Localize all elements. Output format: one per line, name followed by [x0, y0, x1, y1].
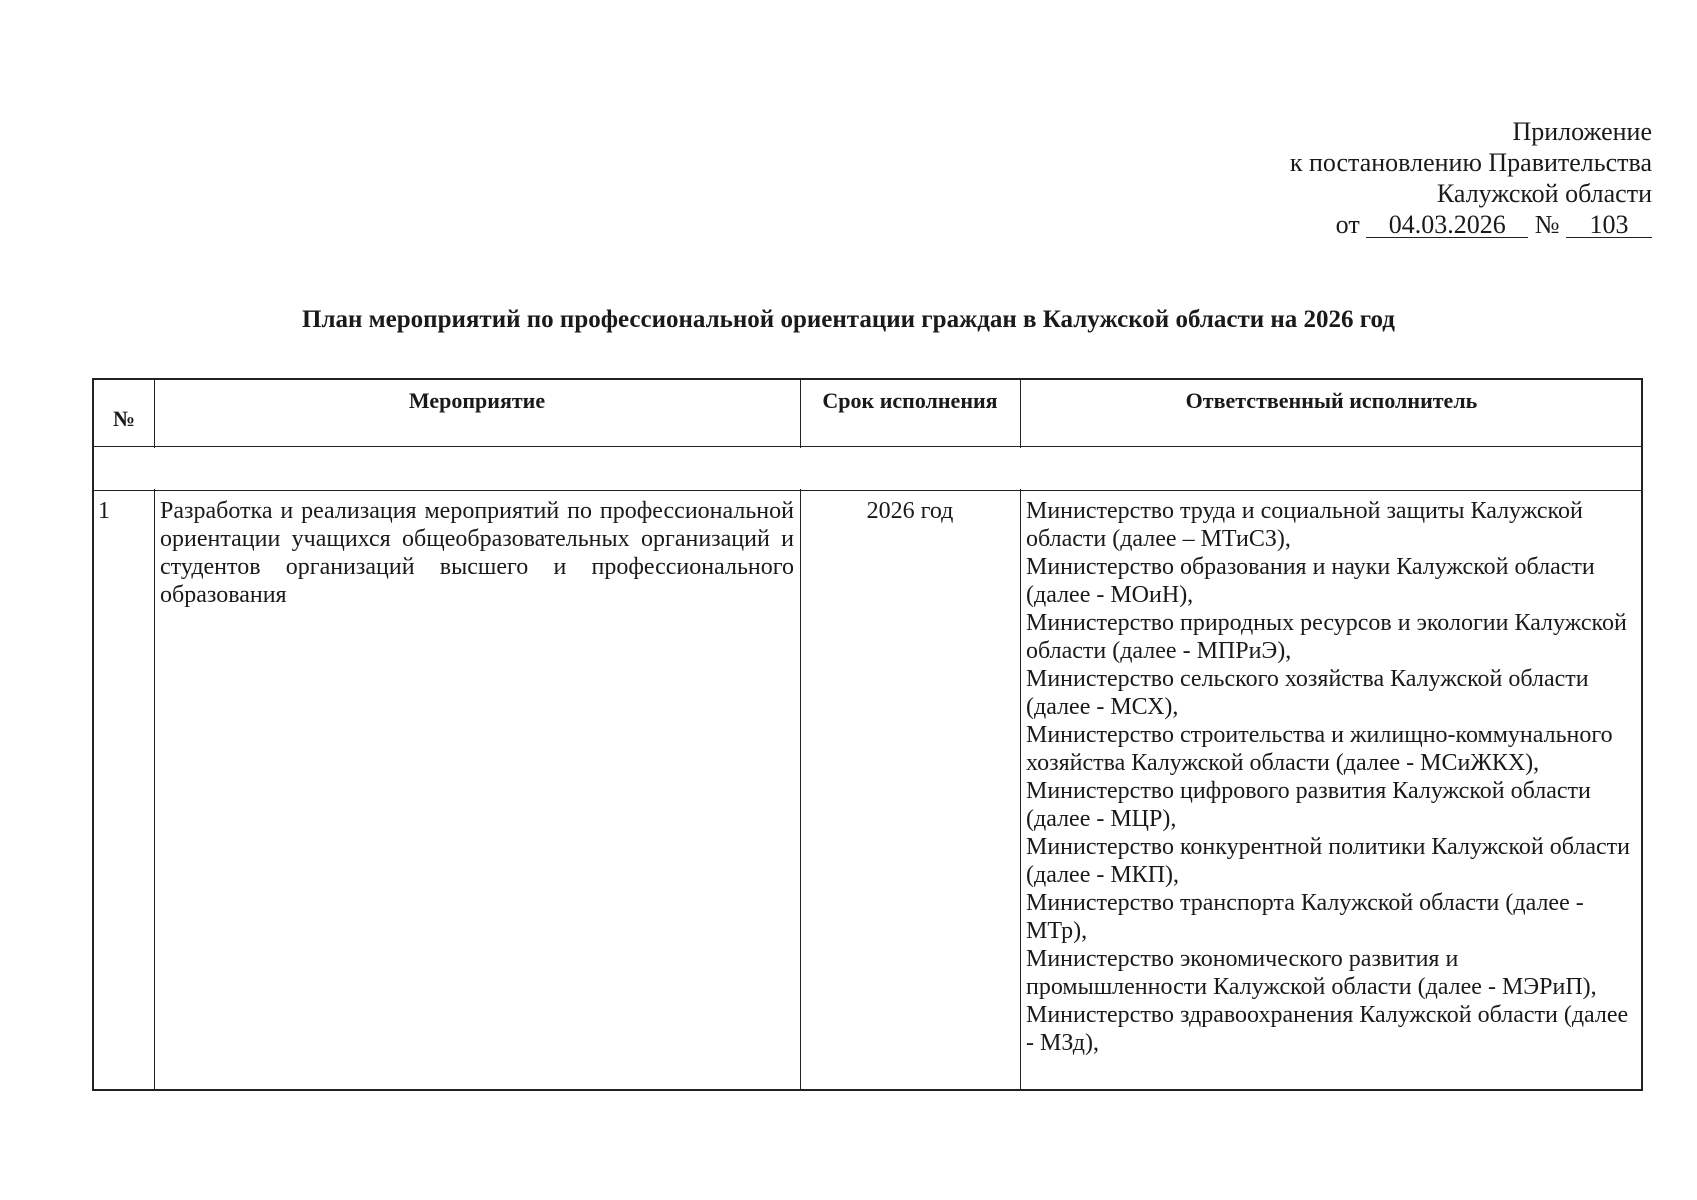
responsible-item: Министерство цифрового развития Калужской области (далее - МЦР),	[1026, 778, 1591, 832]
annex-from-label: от	[1335, 210, 1360, 239]
header-deadline: Срок исполнения	[822, 388, 998, 413]
header-num: №	[112, 406, 136, 431]
responsible-item: Министерство труда и социальной защиты Калужской области (далее – МТиСЗ),	[1026, 498, 1583, 552]
annex-date: 04.03.2026	[1366, 213, 1528, 238]
annex-title: Приложение	[1512, 117, 1652, 146]
annex-block	[1290, 116, 1652, 240]
responsible-item: Министерство конкурентной политики Калужской области (далее - МКП),	[1026, 834, 1630, 888]
responsible-item: Министерство сельского хозяйства Калужской области (далее - МСХ),	[1026, 666, 1589, 720]
row-1-num: 1	[98, 498, 110, 524]
annex-number-sign: №	[1534, 210, 1560, 239]
row-1-responsible	[1026, 497, 1638, 1057]
plan-table	[92, 378, 1643, 1091]
section-row	[95, 448, 1640, 489]
row-divider	[94, 446, 1641, 447]
responsible-item: Министерство образования и науки Калужской области (далее - МОиН),	[1026, 554, 1595, 608]
row-divider	[94, 490, 1641, 491]
annex-region: Калужской области	[1436, 179, 1652, 208]
annex-reference: к постановлению Правительства	[1289, 148, 1652, 177]
row-1-deadline: 2026 год	[866, 498, 954, 524]
annex-number: 103	[1566, 213, 1652, 238]
annex-date-line	[1336, 209, 1652, 240]
responsible-list	[1026, 497, 1638, 1057]
responsible-item: Министерство здравоохранения Калужской области (далее - МЗд),	[1026, 1002, 1629, 1056]
row-1-event: Разработка и реализация мероприятий по профессиональной ориентации учащихся общеобразовательных организаций и студентов организаций высшего и профессионального образования	[160, 498, 794, 608]
header-event: Мероприятие	[408, 388, 546, 413]
header-responsible: Ответственный исполнитель	[1185, 388, 1478, 413]
document-title: План мероприятий по профессиональной ориентации граждан в Калужской области на 2026 год	[302, 306, 1395, 333]
responsible-item: Министерство строительства и жилищно-коммунального хозяйства Калужской области (далее - МСиЖКХ),	[1026, 722, 1613, 776]
responsible-item: Министерство природных ресурсов и экологии Калужской области (далее - МПРиЭ),	[1026, 610, 1627, 664]
responsible-item: Министерство экономического развития и промышленности Калужской области (далее - МЭРиП),	[1026, 946, 1597, 1000]
responsible-item: Министерство транспорта Калужской области (далее - МТр),	[1026, 890, 1584, 944]
